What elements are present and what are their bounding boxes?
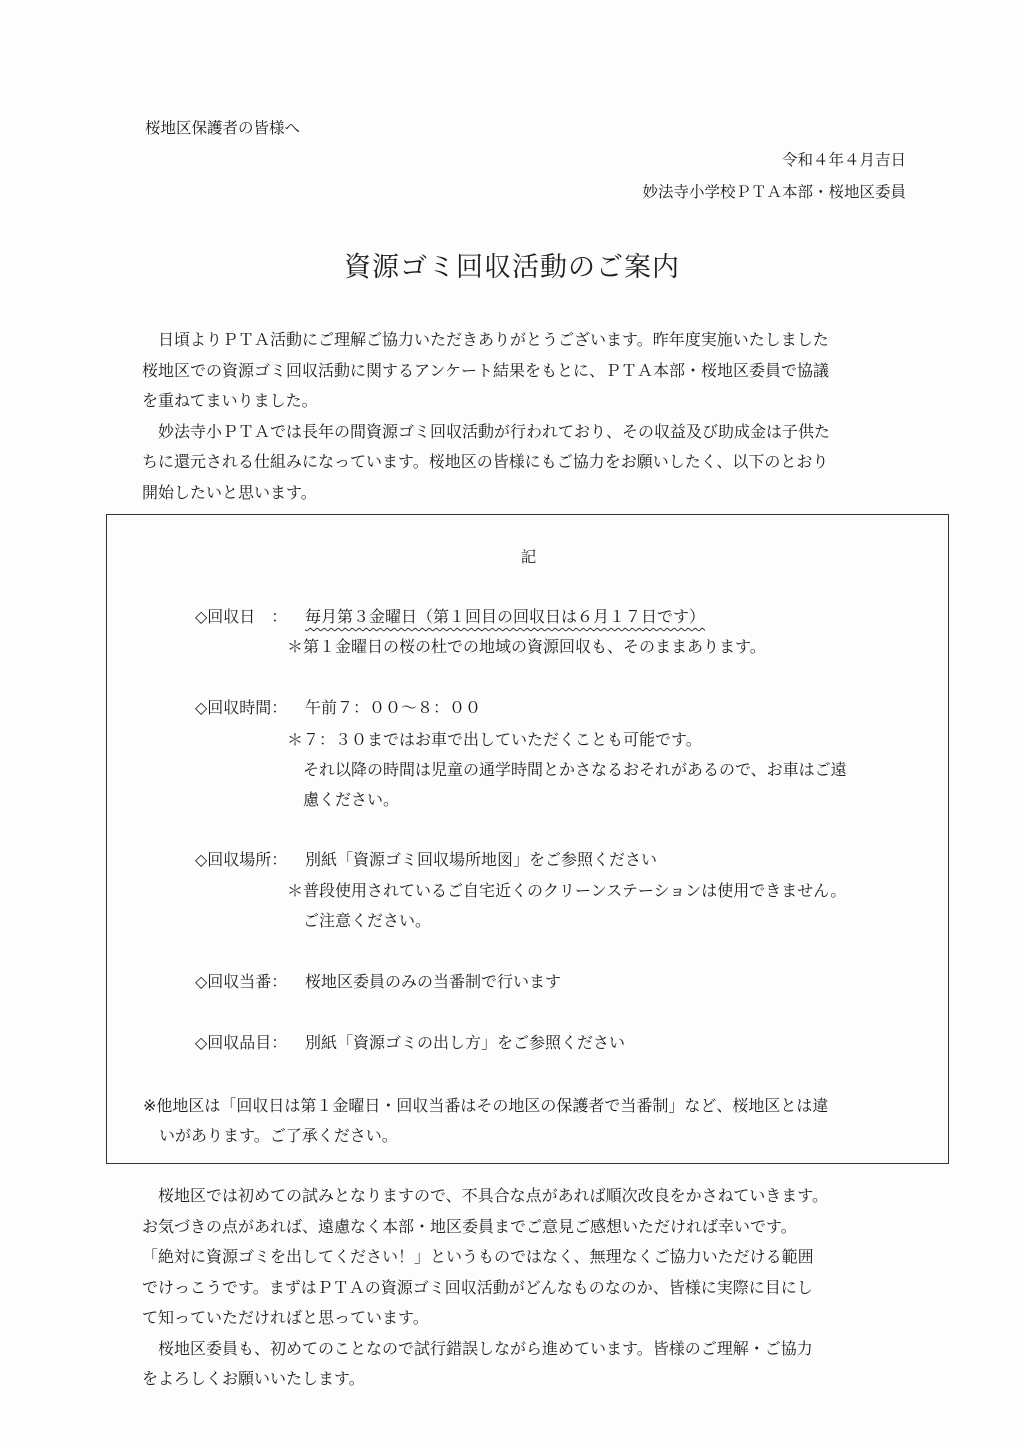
details-box bbox=[106, 514, 949, 1164]
document-title: 資源ゴミ回収活動のご案内 bbox=[344, 252, 680, 283]
ki-heading: 記 bbox=[520, 548, 537, 566]
closing-line: 桜地区では初めての試みとなりますので、不具合な点があれば順次改良をかさねていきます。 bbox=[142, 1186, 829, 1205]
addressee: 桜地区保護者の皆様へ bbox=[145, 119, 301, 137]
closing-line: お気づきの点があれば、遠慮なく本部・地区委員までご意見ご感想いただければ幸いです。 bbox=[142, 1216, 797, 1236]
collection-day-note: ＊第１金曜日の桜の杜での地域の資源回収も、そのままあります。 bbox=[287, 637, 766, 656]
collection-items-label: ◇回収品目： bbox=[195, 1033, 288, 1052]
collection-time-note: 慮ください。 bbox=[303, 790, 400, 809]
intro-line: 開始したいと思います。 bbox=[142, 482, 317, 502]
other-areas-note: いがあります。ご了承ください。 bbox=[159, 1126, 398, 1145]
intro-line: 桜地区での資源ゴミ回収活動に関するアンケート結果をもとに、ＰＴＡ本部・桜地区委員で協議 bbox=[142, 360, 830, 380]
closing-line: 「絶対に資源ゴミを出してください！」というものではなく、無理なくご協力いただける範囲 bbox=[142, 1247, 814, 1266]
closing-line: て知っていただければと思っています。 bbox=[142, 1308, 429, 1327]
closing-line: 桜地区委員も、初めてのことなので試行錯誤しながら進めています。皆様のご理解・ご協力 bbox=[142, 1338, 813, 1358]
collection-time-note: ＊７：３０まではお車で出していただくことも可能です。 bbox=[287, 730, 702, 749]
sender: 妙法寺小学校ＰＴＡ本部・桜地区委員 bbox=[642, 183, 906, 201]
closing-paragraph bbox=[142, 1181, 912, 1395]
collection-day-value: 毎月第３金曜日（第１回目の回収日は６月１７日です） bbox=[305, 607, 706, 626]
closing-line: でけっこうです。まずはＰＴＡの資源ゴミ回収活動がどんなものなのか、皆様に実際に目にし bbox=[142, 1277, 813, 1297]
collection-place-note: ご注意ください。 bbox=[303, 911, 432, 930]
intro-paragraph bbox=[142, 325, 912, 508]
collection-place-note: ＊普段使用されているご自宅近くのクリーンステーションは使用できません。 bbox=[287, 881, 847, 900]
collection-time-label: ◇回収時間： bbox=[195, 698, 288, 717]
intro-line: 日頃よりＰＴＡ活動にご理解ご協力いただきありがとうございます。昨年度実施いたしました bbox=[142, 330, 829, 349]
collection-place-value: 別紙「資源ゴミ回収場所地図」をご参照ください bbox=[305, 850, 658, 869]
collection-time-value: 午前７：００～８：００ bbox=[305, 698, 482, 717]
collection-duty-label: ◇回収当番： bbox=[195, 972, 288, 991]
closing-line: をよろしくお願いいたします。 bbox=[142, 1369, 365, 1388]
collection-items-value: 別紙「資源ゴミの出し方」をご参照ください bbox=[305, 1033, 626, 1052]
collection-day-label: ◇回収日 ： bbox=[195, 607, 288, 626]
collection-time-note: それ以降の時間は児童の通学時間とかさなるおそれがあるので、お車はご遠 bbox=[303, 760, 847, 779]
intro-line: を重ねてまいりました。 bbox=[142, 391, 318, 410]
intro-line: 妙法寺小ＰＴＡでは長年の間資源ゴミ回収活動が行われており、その収益及び助成金は子供た bbox=[142, 421, 831, 441]
collection-duty-value: 桜地区委員のみの当番制で行います bbox=[305, 972, 562, 991]
issue-date: 令和４年４月吉日 bbox=[781, 151, 906, 169]
intro-line: ちに還元される仕組みになっています。桜地区の皆様にもご協力をお願いしたく、以下のとおり bbox=[142, 452, 829, 471]
other-areas-note: ※他地区は「回収日は第１金曜日・回収当番はその地区の保護者で当番制」など、桜地区とは違 bbox=[143, 1096, 829, 1115]
collection-place-label: ◇回収場所： bbox=[195, 850, 288, 869]
